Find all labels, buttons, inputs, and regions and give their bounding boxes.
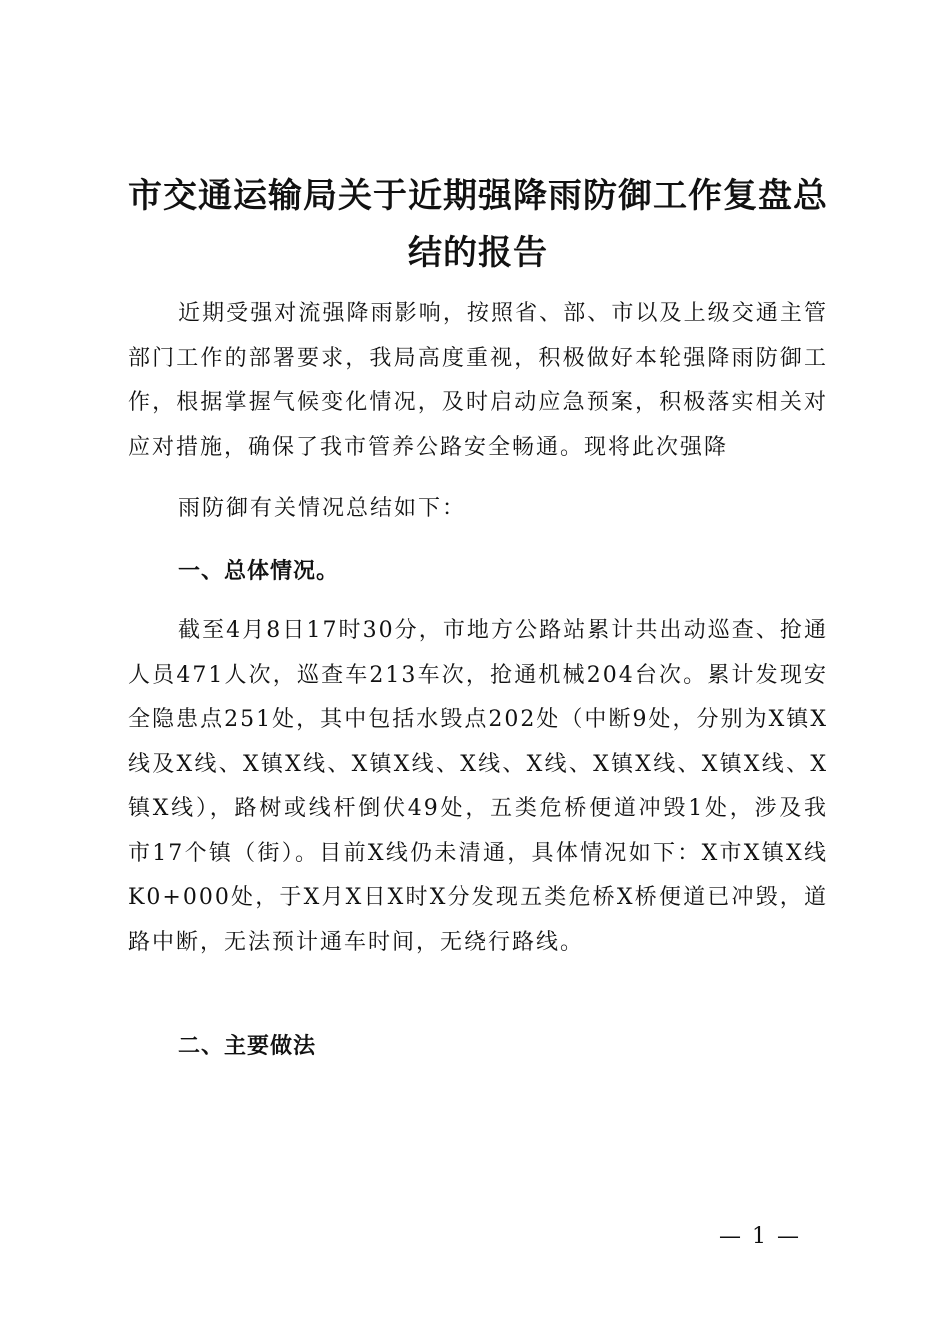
section-heading-overall: 一、总体情况。: [178, 559, 340, 584]
intro-continuation: 雨防御有关情况总结如下：: [178, 496, 467, 521]
section-paragraph-overall: 截至4月8日17时30分，市地方公路站累计共出动巡查、抢通人员471人次，巡查车213车次，抢通机械204台次。累计发现安全隐患点251处，其中包括水毁点202处（中断9处，分别为X镇X线及X线、X镇X线、X镇X线、X线、X线、X镇X线、X镇X线、X镇X线），路树或线杆倒伏49处，五类危桥便道冲毁1处，涉及我市17个镇（街）。目前X线仍未清通，具体情况如下：X市X镇X线K0+000处，于X月X日X时X分发现五类危桥X桥便道已冲毁，道路中断，无法预计通车时间，无绕行路线。: [128, 618, 828, 955]
intro-paragraph: 近期受强对流强降雨影响，按照省、部、市以及上级交通主管部门工作的部署要求，我局高度重视，积极做好本轮强降雨防御工作，根据掌握气候变化情况，及时启动应急预案，积极落实相关对应对措施，确保了我市管养公路安全畅通。现将此次强降: [128, 301, 828, 460]
document-title: 市交通运输局关于近期强降雨防御工作复盘总结的报告: [128, 176, 828, 273]
page-number: — 1 —: [719, 1224, 801, 1249]
section-heading-main-practices: 二、主要做法: [178, 1034, 317, 1059]
